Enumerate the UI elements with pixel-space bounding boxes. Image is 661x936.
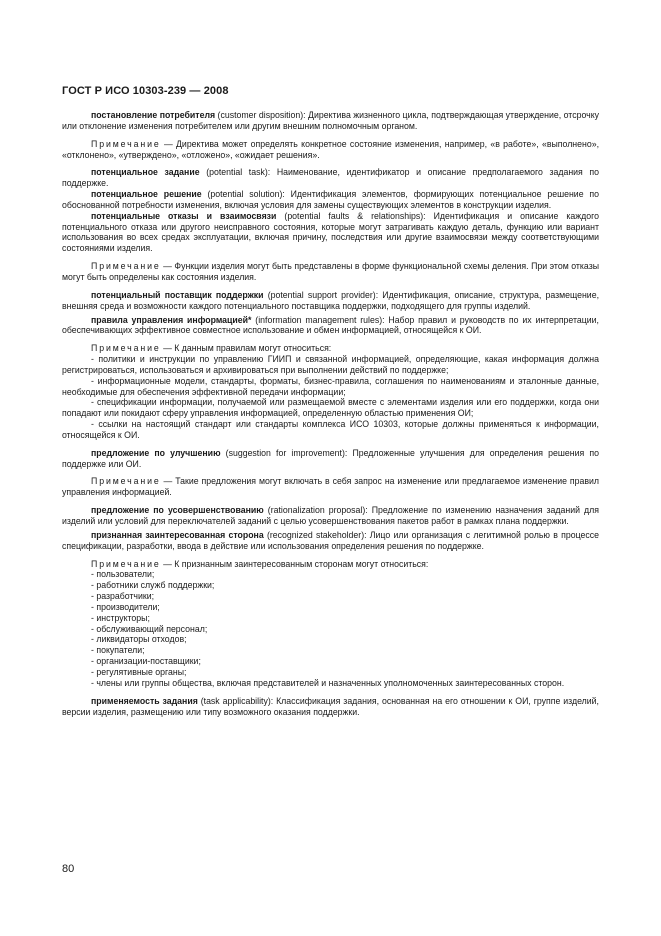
definition: (information management rules): Набор правил и руководств по их интерпретации, обеспечивающих эффективное совместное использование и обмен информацией, относящейся к ОИ.: [62, 314, 599, 336]
list-item: - информационные модели, стандарты, форматы, бизнес-правила, соглашения по наименованиям и эталонные данные, необходимые для обеспечения эффективной передачи информации;: [62, 375, 599, 397]
page-body: [62, 110, 599, 717]
entry-task-applicability: [62, 696, 599, 718]
note: [62, 139, 599, 161]
term: правила управления информацией*: [91, 314, 252, 325]
note: [62, 343, 599, 354]
list-item: - разработчики;: [91, 591, 155, 602]
page-number: 80: [62, 863, 75, 875]
definition: (potential faults & relationships): Идентификация и описание каждого потенциального отказа или другого неисправного состояния, которые могут затрагивать каждую деталь, функцию или вариант использования во всех средах эксплуатации, включая причину, последствия или другие взаимосвязи между соответствующими состояниями изделия.: [62, 210, 599, 254]
entry-potential-task: [62, 167, 599, 189]
definition: (customer disposition): Директива жизненного цикла, подтверждающая утверждение, отсрочку или отклонение изменения потребителем или другим внешним полномочным органом.: [62, 110, 599, 131]
term: потенциальное решение: [91, 189, 202, 200]
entry-customer-disposition: [62, 110, 599, 132]
term: потенциальный поставщик поддержки: [91, 289, 264, 300]
document-header: ГОСТ Р ИСО 10303-239 — 2008: [62, 85, 229, 97]
note-label: Примечание: [91, 476, 161, 487]
entry-suggestion-for-improvement: [62, 448, 599, 470]
list-item: - политики и инструкции по управлению ГИИП и связанной информацией, определяющие, какая информация должна регистрироваться, использоваться и архивироваться при выполнении действий по поддержке;: [62, 354, 599, 375]
list-item: - работники служб поддержки;: [91, 580, 215, 591]
list-item: - регулятивные органы;: [91, 666, 187, 677]
term: потенциальные отказы и взаимосвязи: [91, 210, 277, 221]
list-item: - инструкторы;: [91, 612, 150, 623]
definition: (rationalization proposal): Предложение по изменению назначения заданий для изделий или условий для переключателей заданий с целью усовершенствования пакетов работ в рамках плана поддержки.: [62, 505, 599, 526]
term: применяемость задания: [91, 695, 198, 706]
note: [62, 261, 599, 283]
definition: (potential support provider): Идентификация, описание, структура, размещение, внешняя среда и возможности каждого потенциального поставщика поддержки, подходящего для группы изделий.: [62, 289, 599, 311]
list-item: - покупатели;: [91, 645, 145, 656]
term: потенциальное задание: [91, 167, 200, 178]
entry-rationalization-proposal: [62, 505, 599, 527]
term: постановление потребителя: [91, 110, 216, 120]
note-text: — Такие предложения могут включать в себя запрос на изменение или предлагаемое изменение правил управления информацией.: [62, 476, 599, 498]
definition: (recognized stakeholder): Лицо или организация с легитимной ролью в процессе спецификации, разработки, ввода в действие или использования определения решения по поддержке.: [62, 529, 599, 551]
entry-information-management-rules: [62, 315, 599, 337]
entry-recognized-stakeholder: [62, 530, 599, 552]
note-text: — К признанным заинтересованным сторонам могут относиться:: [160, 558, 429, 569]
note-label: Примечание: [91, 558, 161, 569]
term: признанная заинтересованная сторона: [91, 529, 264, 540]
note-text: — К данным правилам могут относиться:: [160, 343, 332, 354]
definition: (potential task): Наименование, идентификатор и описание предполагаемого задания по поддержке.: [62, 167, 599, 189]
term: предложение по улучшению: [91, 447, 221, 458]
note-label: Примечание: [91, 261, 161, 272]
note: [62, 476, 599, 498]
list-item: - спецификации информации, получаемой или размещаемой вместе с элементами изделия или его поддержки, когда они попадают или покидают сферу управления информацией, определенную областью применения ОИ;: [62, 397, 599, 419]
note-label: Примечание: [91, 138, 161, 149]
list-item: - организации-поставщики;: [91, 656, 201, 667]
list-item: - производители;: [91, 601, 160, 612]
note: [62, 559, 599, 570]
list-item: - члены или группы общества, включая представителей и назначенных уполномоченных заинтересованных сторон.: [91, 677, 565, 688]
term: предложение по усовершенствованию: [91, 505, 264, 516]
definition: (potential solution): Идентификация элементов, формирующих потенциальное решение по обоснованной потребности изменения, включая условия для замены существующих элементов в конструкции изделия.: [62, 189, 599, 210]
entry-potential-support-provider: [62, 290, 599, 312]
list-item: - ликвидаторы отходов;: [91, 634, 187, 645]
note-text: — Функции изделия могут быть представлены в форме функциональной схемы деления. При этом отказы могут быть определены как состояния изделия.: [62, 261, 599, 282]
entry-potential-solution: [62, 189, 599, 211]
list-item: - ссылки на настоящий стандарт или стандарты комплекса ИСО 10303, которые должны применяться к информации, относящейся к ОИ.: [62, 419, 599, 440]
list-item: - пользователи;: [91, 569, 155, 580]
note-label: Примечание: [91, 343, 161, 354]
note-text: — Директива может определять конкретное состояние изменения, например, «в работе», «выполнено», «отклонено», «утверждено», «отложено», «ожидает решения».: [62, 138, 599, 160]
list-item: - обслуживающий персонал;: [91, 623, 208, 634]
definition: (task applicability): Классификация задания, основанная на его отношении к ОИ, группе изделий, версии изделия, размещению или типу возможного оказания поддержки.: [62, 695, 599, 717]
entry-potential-faults: [62, 211, 599, 254]
definition: (suggestion for improvement): Предложенные улучшения для определения решения по поддержке или ОИ.: [62, 447, 599, 469]
